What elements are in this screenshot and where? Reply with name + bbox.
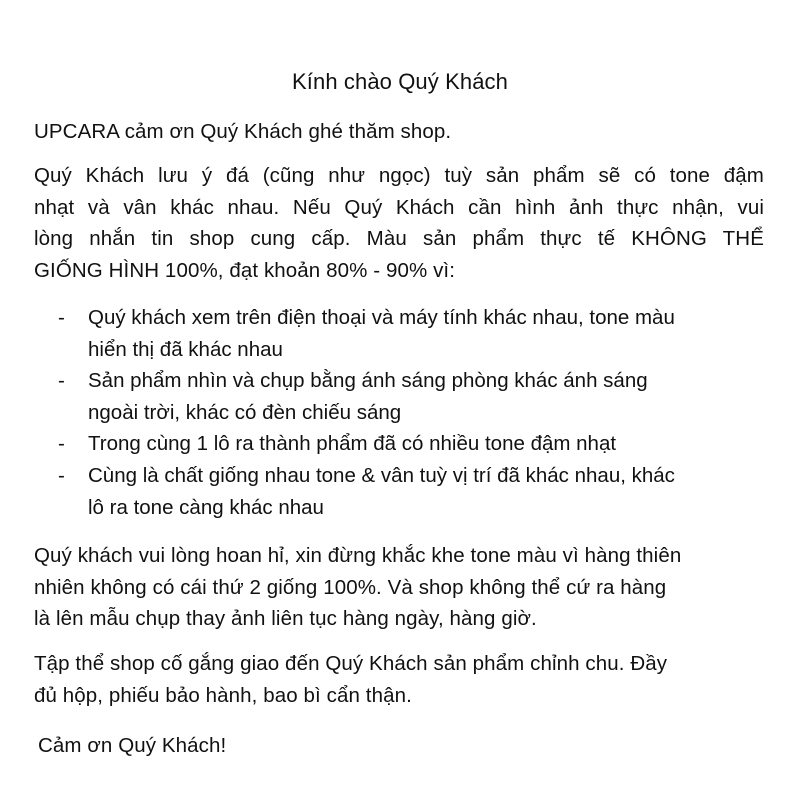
reason-item-3 bbox=[58, 428, 758, 460]
reason-bullet-1: - bbox=[58, 306, 65, 329]
closing-2-line-1: Tập thể shop cố gắng giao đến Quý Khách sản phẩm chỉnh chu. Đầy bbox=[34, 652, 668, 675]
reason-bullet-2: - bbox=[58, 369, 65, 392]
notice-line-1: Quý Khách lưu ý đá (cũng như ngọc) tuỳ sản phẩm sẽ có tone đậm bbox=[34, 164, 764, 187]
color-notice-paragraph bbox=[34, 160, 764, 286]
closing-paragraph-2 bbox=[34, 648, 764, 711]
reasons-list bbox=[58, 302, 758, 523]
closing-paragraph-1 bbox=[34, 540, 764, 635]
intro-paragraph bbox=[34, 116, 764, 148]
closing-1-line-1: Quý khách vui lòng hoan hỉ, xin đừng khắc khe tone màu vì hàng thiên bbox=[34, 544, 682, 567]
reason-item-1 bbox=[58, 302, 758, 365]
reason-4-line-1: Cùng là chất giống nhau tone & vân tuỳ vị trí đã khác nhau, khác bbox=[88, 464, 675, 487]
reason-1-line-2: hiển thị đã khác nhau bbox=[88, 337, 283, 361]
reason-2-line-2: ngoài trời, khác có đèn chiếu sáng bbox=[88, 400, 402, 424]
reason-text-1 bbox=[88, 302, 758, 365]
reason-4-line-2: lô ra tone càng khác nhau bbox=[88, 495, 324, 519]
thank-you-text bbox=[38, 730, 768, 762]
notice-line-3: lòng nhắn tin shop cung cấp. Màu sản phẩm thực tế KHÔNG THỂ bbox=[34, 227, 764, 250]
notice-line-4: GIỐNG HÌNH 100%, đạt khoản 80% - 90% vì: bbox=[34, 258, 456, 282]
closing-1-line-3: là lên mẫu chụp thay ảnh liên tục hàng ngày, hàng giờ. bbox=[34, 607, 537, 630]
reason-bullet-3: - bbox=[58, 432, 65, 455]
reason-bullet-4: - bbox=[58, 464, 65, 487]
reason-item-4 bbox=[58, 460, 758, 523]
document-title: Kính chào Quý Khách bbox=[292, 69, 508, 94]
reason-text-3 bbox=[88, 428, 758, 460]
reason-text-2 bbox=[88, 365, 758, 428]
thank-you-line: Cảm ơn Quý Khách! bbox=[38, 734, 227, 757]
reason-item-2 bbox=[58, 365, 758, 428]
notice-line-2: nhạt và vân khác nhau. Nếu Quý Khách cần hình ảnh thực nhận, vui bbox=[34, 195, 764, 219]
intro-line: UPCARA cảm ơn Quý Khách ghé thăm shop. bbox=[34, 120, 452, 143]
reason-3-line-1: Trong cùng 1 lô ra thành phẩm đã có nhiều tone đậm nhạt bbox=[88, 432, 617, 455]
reason-2-line-1: Sản phẩm nhìn và chụp bằng ánh sáng phòng khác ánh sáng bbox=[88, 369, 648, 392]
closing-1-line-2: nhiên không có cái thứ 2 giống 100%. Và shop không thể cứ ra hàng bbox=[34, 575, 667, 599]
reason-text-4 bbox=[88, 460, 758, 523]
reason-1-line-1: Quý khách xem trên điện thoại và máy tính khác nhau, tone màu bbox=[88, 306, 675, 329]
closing-2-line-2: đủ hộp, phiếu bảo hành, bao bì cẩn thận. bbox=[34, 683, 412, 707]
